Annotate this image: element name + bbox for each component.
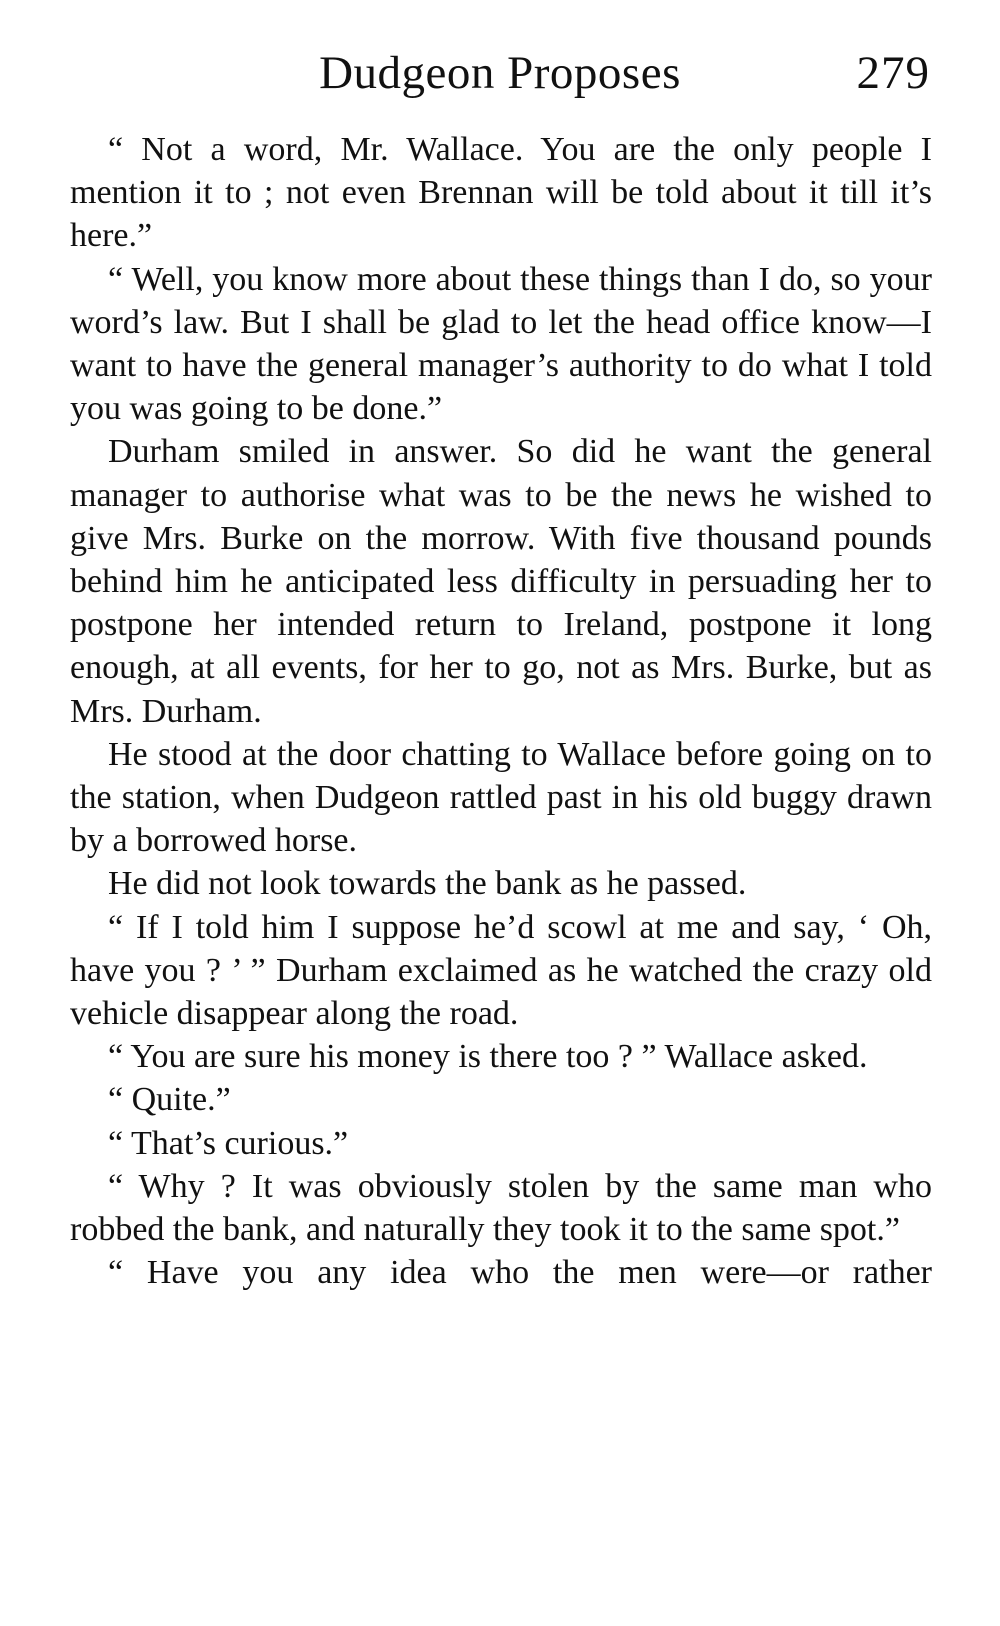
paragraph: “ Well, you know more about these things than I do, so your word’s law. But I shall be glad to let the head office know—I want to have the general manager’s authority to do what I told you was going to be done.” bbox=[70, 260, 932, 428]
paragraph: “ If I told him I suppose he’d scowl at me and say, ‘ Oh, have you ? ’ ” Durham exclaimed as he watched the crazy old vehicle disappear along the road. bbox=[70, 908, 932, 1033]
paragraph: Durham smiled in answer. So did he want the general manager to authorise what was to be the news he wished to give Mrs. Burke on the morrow. With five thousand pounds behind him he anticipated less difficulty in persuading her to postpone her intended return to Ireland, postpone it long enough, at all events, for her to go, not as Mrs. Burke, but as Mrs. Durham. bbox=[70, 433, 932, 730]
paragraph: “ Why ? It was obviously stolen by the same man who robbed the bank, and naturally they took it to the same spot.” bbox=[70, 1167, 932, 1249]
paragraph: “ Not a word, Mr. Wallace. You are the only people I mention it to ; not even Brennan will be told about it till it’s here.” bbox=[70, 131, 932, 255]
body-text bbox=[70, 128, 932, 1294]
paragraph: “ Quite.” bbox=[108, 1081, 231, 1119]
paragraph: “ That’s curious.” bbox=[108, 1124, 349, 1162]
page-number: 279 bbox=[856, 47, 930, 99]
paragraph-continued: “ Have you any idea who the men were—or rather bbox=[108, 1254, 932, 1292]
paragraph: “ You are sure his money is there too ? ” Wallace asked. bbox=[108, 1038, 868, 1076]
running-title: Dudgeon Proposes bbox=[319, 47, 681, 99]
paragraph: He stood at the door chatting to Wallace before going on to the station, when Dudgeon rattled past in his old buggy drawn by a borrowed horse. bbox=[70, 735, 932, 860]
running-head bbox=[70, 38, 930, 108]
paragraph: He did not look towards the bank as he passed. bbox=[108, 865, 747, 903]
